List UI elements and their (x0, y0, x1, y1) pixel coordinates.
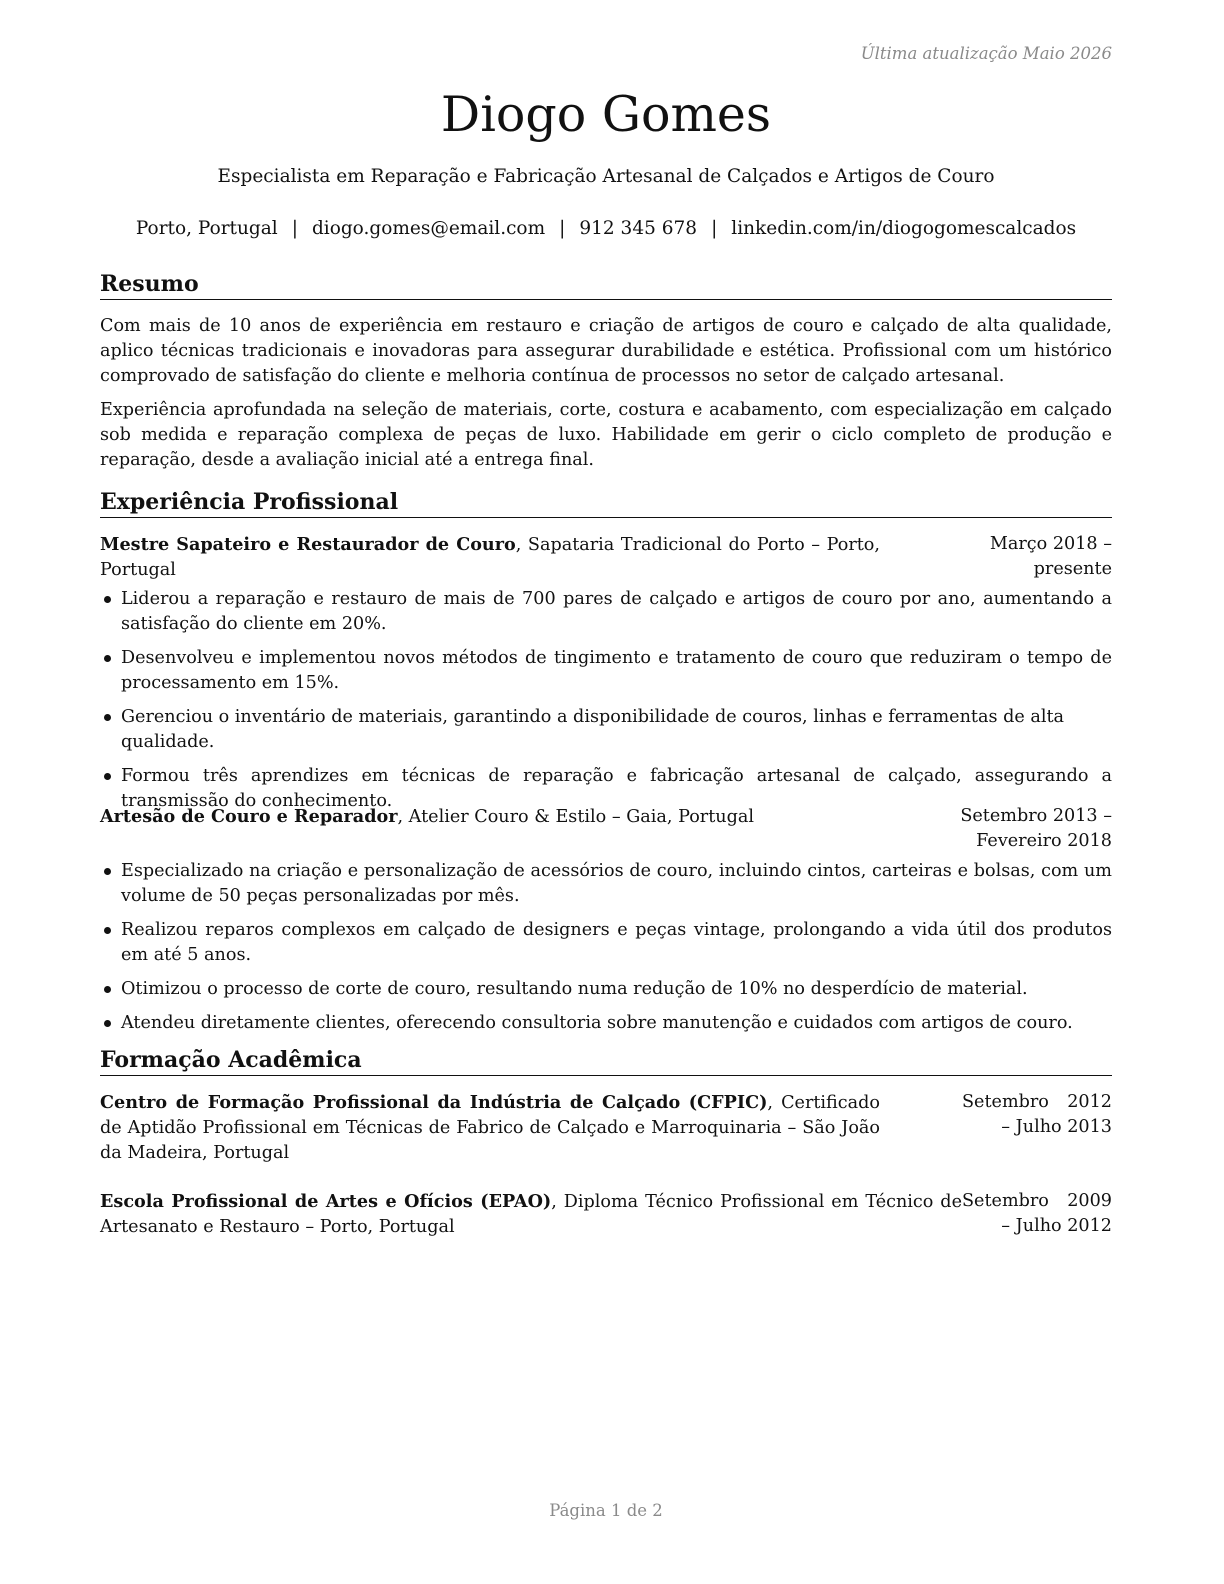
list-item (100, 705, 1112, 755)
bullet-text: Realizou reparos complexos em calçado de designers e peças vintage, prolongando a vida útil dos produtos em até 5 anos. (121, 920, 1112, 965)
job-role: Mestre Sapateiro e Restaurador de Couro (100, 534, 516, 555)
bullet-text: Atendeu diretamente clientes, oferecendo consultoria sobre manutenção e cuidados com artigos de couro. (121, 1013, 1073, 1033)
job-role: Artesão de Couro e Reparador (100, 806, 398, 827)
job-company: , Atelier Couro & Estilo – Gaia, Portugal (397, 807, 754, 827)
contact-linkedin[interactable]: linkedin.com/in/diogogomescalcados (731, 218, 1077, 239)
list-item (100, 1011, 1112, 1036)
job-header (100, 532, 1112, 583)
education-institution: Centro de Formação Profissional da Indústria de Calçado (CFPIC) (100, 1092, 768, 1113)
contact-phone: 912 345 678 (579, 218, 698, 239)
summary-paragraph: Experiência aprofundada na seleção de materiais, corte, costura e acabamento, com especialização em calçado sob medida e reparação complexa de peças de luxo. Habilidade em gerir o ciclo completo de produção e reparação, desde a avaliação inicial até a entrega final. (100, 400, 1112, 470)
contact-location: Porto, Portugal (135, 218, 278, 239)
list-item (100, 587, 1112, 637)
education-entry (100, 1189, 1112, 1240)
bullet-text: Desenvolveu e implementou novos métodos de tingimento e tratamento de couro que reduziram o tempo de processamento em 15%. (121, 648, 1112, 693)
job-bullets (100, 587, 1112, 823)
bullet-text: Especializado na criação e personalização de acessórios de couro, incluindo cintos, carteiras e bolsas, com um volume de 50 peças personalizadas por mês. (121, 861, 1112, 906)
job-dates: Março 2018 – presente (989, 534, 1112, 579)
education-entry (100, 1090, 1112, 1166)
contact-separator: | (711, 218, 718, 239)
contact-line (100, 218, 1112, 239)
bullet-text: Otimizou o processo de corte de couro, resultando numa redução de 10% no desperdício de material. (121, 979, 1028, 999)
bullet-icon (104, 655, 111, 662)
last-updated: Última atualização Maio 2026 (860, 44, 1112, 63)
job-bullets (100, 859, 1112, 1045)
job-title-line (100, 532, 880, 583)
page-number: Página 1 de 2 (549, 1501, 663, 1520)
list-item (100, 977, 1112, 1002)
summary-paragraph: Com mais de 10 anos de experiência em restauro e criação de artigos de couro e calçado de alta qualidade, aplico técnicas tradicionais e inovadoras para assegurar durabilidade e estética. Profissional com um histórico comprovado de satisfação do cliente e melhoria contínua de processos no setor de calçado artesanal. (100, 316, 1112, 386)
list-item (100, 646, 1112, 696)
bullet-icon (104, 986, 111, 993)
education-dates: Setembro 2012 – Julho 2013 (962, 1092, 1112, 1137)
contact-separator: | (291, 218, 298, 239)
education-line (100, 1189, 962, 1240)
candidate-name: Diogo Gomes (440, 86, 772, 143)
section-title-experience: Experiência Profissional (100, 488, 1112, 518)
bullet-text: Gerenciou o inventário de materiais, garantindo a disponibilidade de couros, linhas e ferramentas de alta qualidade. (121, 707, 1065, 752)
education-institution: Escola Profissional de Artes e Ofícios (EPAO) (100, 1191, 552, 1212)
bullet-icon (104, 868, 111, 875)
section-title-education: Formação Acadêmica (100, 1046, 1112, 1076)
section-title-summary: Resumo (100, 270, 1112, 300)
job-dates: Setembro 2013 – Fevereiro 2018 (960, 806, 1112, 851)
education-line (100, 1090, 880, 1166)
bullet-icon (104, 773, 111, 780)
bullet-text: Formou três aprendizes em técnicas de reparação e fabricação artesanal de calçado, assegurando a transmissão do conhecimento. (121, 766, 1112, 811)
education-detail: , Diploma Técnico Profissional em Técnico de Artesanato e Restauro – Porto, Portugal (100, 1192, 962, 1237)
list-item (100, 859, 1112, 909)
tagline: Especialista em Reparação e Fabricação Artesanal de Calçados e Artigos de Couro (217, 166, 995, 187)
bullet-icon (104, 927, 111, 934)
contact-separator: | (559, 218, 566, 239)
job-company: , Sapataria Tradicional do Porto – Porto, Portugal (100, 535, 880, 580)
education-detail: , Certificado de Aptidão Profissional em Técnicas de Fabrico de Calçado e Marroquinaria – São João da Madeira, Portugal (100, 1093, 880, 1163)
bullet-icon (104, 714, 111, 721)
bullet-icon (104, 1020, 111, 1027)
list-item (100, 918, 1112, 968)
resume-page (100, 0, 1112, 1584)
contact-email[interactable]: diogo.gomes@email.com (311, 218, 546, 239)
education-dates: Setembro 2009 – Julho 2012 (962, 1191, 1112, 1236)
job-header (100, 804, 1112, 854)
job-title-line (100, 804, 860, 830)
bullet-icon (104, 596, 111, 603)
bullet-text: Liderou a reparação e restauro de mais de 700 pares de calçado e artigos de couro por ano, aumentando a satisfação do cliente em 20%. (121, 589, 1112, 634)
